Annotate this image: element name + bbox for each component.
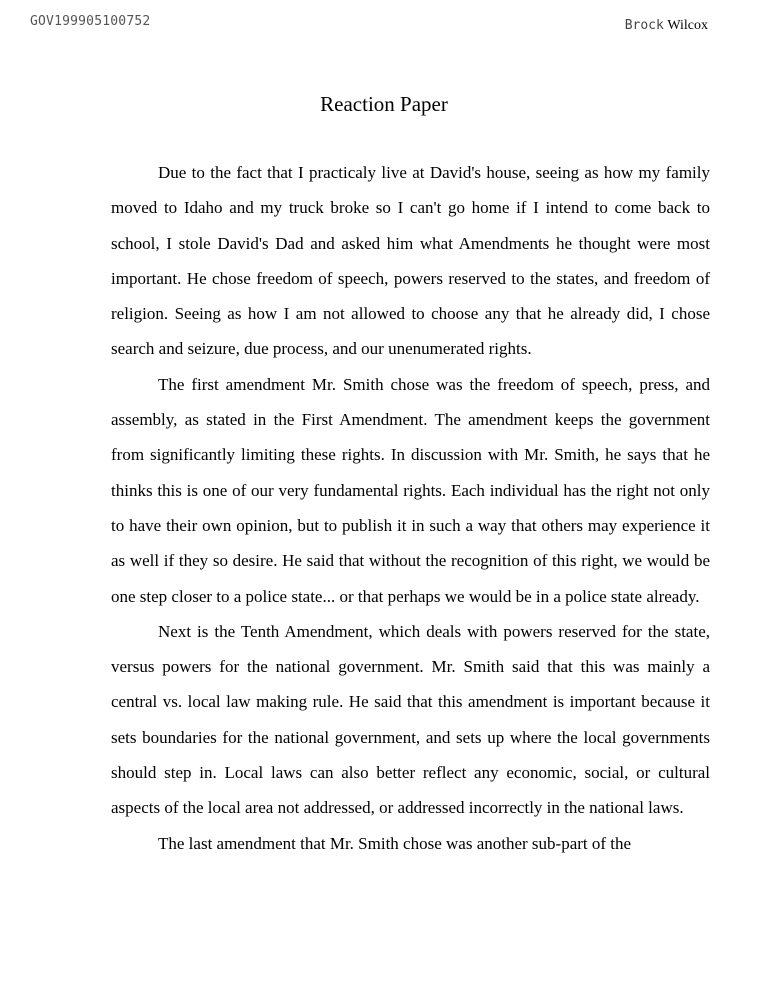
page-title: Reaction Paper	[320, 92, 448, 116]
author-first-name: Brock	[624, 18, 664, 33]
paragraph: The last amendment that Mr. Smith chose was another sub-part of the	[158, 833, 632, 853]
paragraph: Next is the Tenth Amendment, which deals with powers reserved for the state, versus powers for the national government. Mr. Smith said that this was mainly a central vs. local law making rule. He said that this amendment is important because it sets boundaries for the national government, and sets up where the local governments should step in. Local laws can also better reflect any economic, social, or cultural aspects of the local area not addressed, or addressed incorrectly in the national laws.	[111, 621, 710, 818]
document-body	[111, 155, 710, 861]
author-last-name: Wilcox	[667, 18, 708, 33]
document-id: GOV199905100752	[30, 14, 151, 29]
author-header	[625, 18, 708, 34]
paragraph: Due to the fact that I practicaly live at David's house, seeing as how my family moved to Idaho and my truck broke so I can't go home if I intend to come back to school, I stole David's Dad and asked him what Amendments he thought were most important. He chose freedom of speech, powers reserved to the states, and freedom of religion. Seeing as how I am not allowed to choose any that he already did, I chose search and seizure, due process, and our unenumerated rights.	[111, 163, 710, 359]
paragraph: The first amendment Mr. Smith chose was the freedom of speech, press, and assembly, as stated in the First Amendment. The amendment keeps the government from significantly limiting these rights. In discussion with Mr. Smith, he says that he thinks this is one of our very fundamental rights. Each individual has the right not only to have their own opinion, but to publish it in such a way that others may experience it as well if they so desire. He said that without the recognition of this right, we would be one step closer to a police state... or that perhaps we would be in a police state already.	[111, 374, 710, 606]
